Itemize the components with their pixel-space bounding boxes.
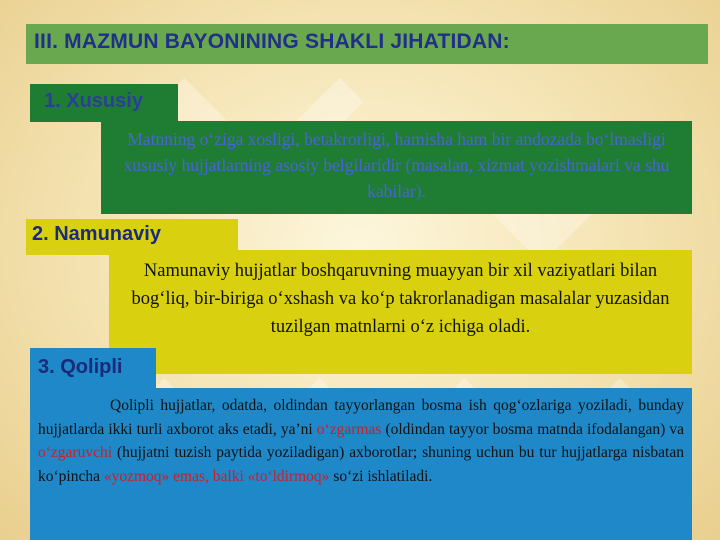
section-1-label: 1. Xususiy [30, 84, 178, 122]
section-2-label: 2. Namunaviy [26, 219, 238, 255]
slide-title: III. MAZMUN BAYONINING SHAKLI JIHATIDAN: [34, 30, 510, 53]
section-1-text: Matnning o‘ziga xosligi, betakrorligi, hamisha ham bir andozada bo‘lmasligi xususiy hujjatlarning asosiy belgilaridir (masalan, xizmat yozishmalari va shu kabilar). [101, 121, 692, 214]
highlight-term: o‘zgarmas [316, 420, 382, 438]
section-3-label: 3. Qolipli [30, 348, 156, 388]
section-3-text [30, 388, 692, 540]
section-2-text: Namunaviy hujjatlar boshqaruvning muayyan bir xil vaziyatlari bilan bog‘liq, bir-biriga o‘xshash va ko‘p takrorlanadigan masalalar yuzasidan tuzilgan matnlarni o‘z ichiga oladi. [109, 250, 692, 374]
text-segment: (hujjatni tuzish paytida yoziladigan) axborotlar; shuning uchun bu tur hujjatlarga nisbatan ko‘pincha [38, 444, 684, 485]
highlight-term: «yozmoq» emas, balki «to‘ldirmoq» [103, 467, 330, 485]
text-segment: Qolipli hujjatlar, odatda, oldindan tayyorlangan bosma ish qog‘ozlariga yoziladi, bunday hujjatlarda ikki turli axborot aks etadi, ya’ni [38, 397, 684, 438]
text-segment: so‘zi ishlatiladi. [329, 467, 433, 485]
highlight-term: o‘zgaruvchi [38, 444, 113, 461]
section-3-paragraph [38, 394, 684, 488]
text-segment: (oldindan tayyor bosma matnda ifodalangan) va [381, 420, 684, 438]
title-bar [26, 24, 708, 64]
